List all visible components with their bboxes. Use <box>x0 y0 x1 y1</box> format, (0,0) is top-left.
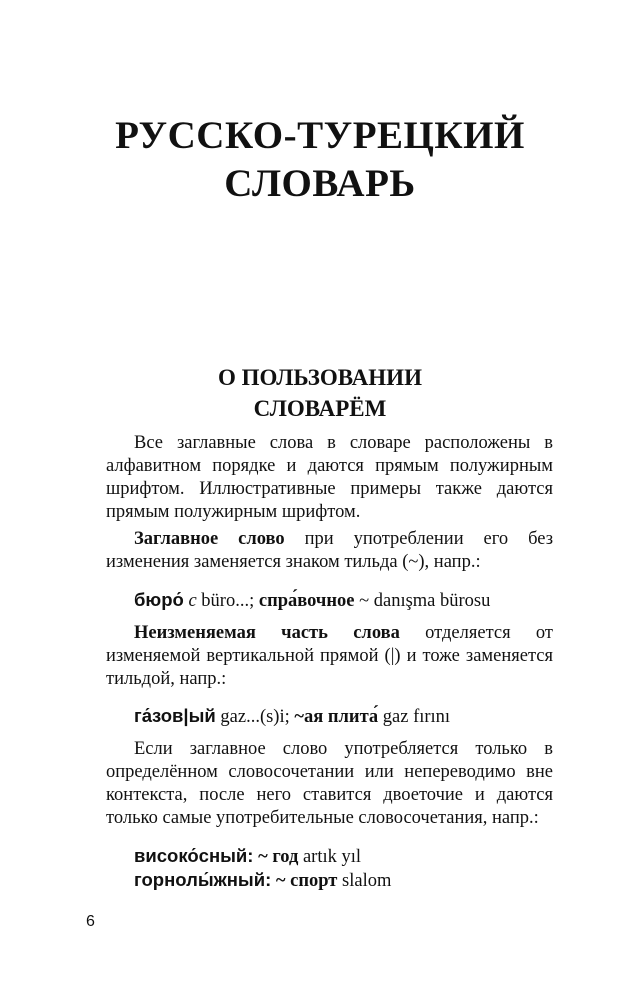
example-headword: га́зов|ый <box>134 705 216 726</box>
paragraph-text: при употреблении его без изменения заменяется знаком тильда (~), напр.: <box>106 529 553 572</box>
section-heading <box>0 362 640 424</box>
term-unchanged-part: Неизменяемая часть слова <box>134 623 400 643</box>
gender-mark: с <box>183 591 197 611</box>
example-phrase: ~ая плита́ <box>294 707 379 727</box>
example-translation: büro...; <box>196 591 259 611</box>
example-translation: slalom <box>337 871 392 891</box>
paragraph-headword-tilde <box>106 528 553 574</box>
paragraph-text: Все заглавные слова в словаре расположены в алфавитном порядке и даются прямым полужирным шрифтом. Иллюстративные примеры также даются прямым полужирным шрифтом. <box>106 433 553 522</box>
example-gornolyzhnyi <box>134 868 554 893</box>
example-phrase: спра́вочное <box>258 591 355 611</box>
section-heading-line-1: О ПОЛЬЗОВАНИИ <box>218 365 422 390</box>
example-headword: високо́сный: <box>134 845 254 866</box>
book-title-line-2: СЛОВАРЬ <box>224 162 416 205</box>
example-translation: ~ danışma bürosu <box>354 591 491 611</box>
term-headword: Заглавное слово <box>134 529 285 549</box>
page-number: 6 <box>86 913 95 930</box>
example-gazovyi <box>134 704 554 729</box>
example-buro <box>134 588 554 613</box>
example-translation: gaz fırını <box>378 707 451 727</box>
example-translation: artık yıl <box>298 847 362 867</box>
paragraph-text: Если заглавное слово употребляется только в определённом словосочетании или непереводимо вне контекста, после него ставится двоеточие и даются только самые употребительные словосочетания, напр.: <box>106 739 553 828</box>
book-title <box>0 112 640 208</box>
example-translation: gaz...(s)i; <box>215 707 295 727</box>
example-phrase: ~ спорт <box>271 871 338 891</box>
example-headword: горнолы́жный: <box>134 869 272 890</box>
paragraph-alphabetical-order <box>106 432 553 524</box>
paragraph-text: отделяется от изменяемой вертикальной прямой (|) и тоже заменяется тильдой, напр.: <box>106 623 554 689</box>
example-headword: бюро́ <box>134 589 184 610</box>
paragraph-set-phrases <box>106 738 553 830</box>
section-heading-line-2: СЛОВАРЁМ <box>253 396 387 421</box>
example-visokosnyi <box>134 844 554 869</box>
example-phrase: ~ год <box>253 847 299 867</box>
book-title-line-1: РУССКО-ТУРЕЦКИЙ <box>115 114 525 157</box>
paragraph-unchanged-part <box>106 622 553 691</box>
